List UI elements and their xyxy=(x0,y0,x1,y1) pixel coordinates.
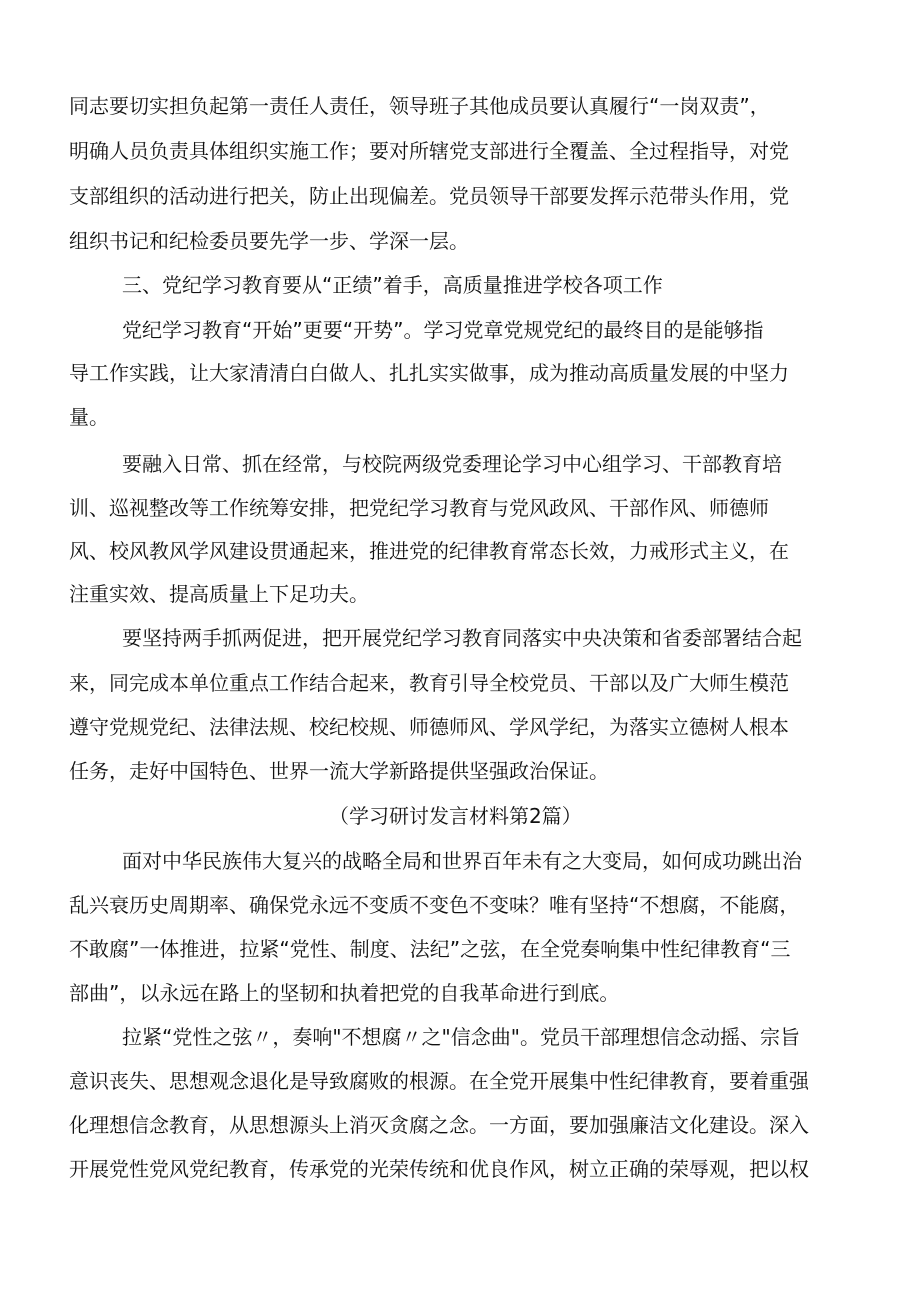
paragraph-4-line-2: 来，同完成本单位重点工作结合起来，教育引导全校党员、干部以及广大师生模范 xyxy=(69,671,789,695)
paragraph-1-line-1: 同志要切实担负起第一责任人责任，领导班子其他成员要认真履行“一岗双责”， xyxy=(69,94,770,118)
paragraph-1-line-3: 支部组织的活动进行把关，防止出现偏差。党员领导干部要发挥示范带头作用，党 xyxy=(69,184,789,208)
paragraph-4-line-1: 要坚持两手抓两促进，把开展党纪学习教育同落实中央决策和省委部署结合起 xyxy=(122,626,802,650)
paragraph-3-line-2: 训、巡视整改等工作统筹安排，把党纪学习教育与党风政风、干部作风、师德师 xyxy=(69,496,769,520)
section-title: （学习研讨发言材料第2篇） xyxy=(329,804,582,828)
paragraph-4-line-4: 任务，走好中国特色、世界一流大学新路提供坚强政治保证。 xyxy=(69,759,609,783)
paragraph-3-line-3: 风、校风教风学风建设贯通起来，推进党的纪律教育常态长效，力戒形式主义，在 xyxy=(69,539,789,563)
paragraph-3-line-4: 注重实效、提高质量上下足功夫。 xyxy=(69,582,369,606)
paragraph-1-line-4: 组织书记和纪检委员要先学一步、学深一层。 xyxy=(69,229,469,253)
paragraph-3-line-1: 要融入日常、抓在经常，与校院两级党委理论学习中心组学习、干部教育培 xyxy=(122,452,782,476)
paragraph-6-line-2: 意识丧失、思想观念退化是导致腐败的根源。在全党开展集中性纪律教育，要着重强 xyxy=(69,1069,809,1093)
paragraph-2-line-3: 量。 xyxy=(69,405,109,429)
paragraph-4-line-3: 遵守党规党纪、法律法规、校纪校规、师德师风、学风学纪，为落实立德树人根本 xyxy=(69,715,789,739)
paragraph-6-line-4: 开展党性党风党纪教育，传承党的光荣传统和优良作风，树立正确的荣辱观，把以权 xyxy=(69,1157,809,1181)
paragraph-2-line-2: 导工作实践，让大家清清白白做人、扎扎实实做事，成为推动高质量发展的中坚力 xyxy=(69,361,789,385)
paragraph-6-line-1: 拉紧“党性之弦〃，奏响"不想腐〃之"信念曲"。党员干部理想信念动摇、宗旨 xyxy=(122,1025,800,1049)
paragraph-6-line-3: 化理想信念教育，从思想源头上消灭贪腐之念。一方面，要加强廉洁文化建设。深入 xyxy=(69,1113,809,1137)
section-heading-3: 三、党纪学习教育要从“正绩”着手，高质量推进学校各项工作 xyxy=(122,273,663,297)
paragraph-2-line-1: 党纪学习教育“开始”更要“开势”。学习党章党规党纪的最终目的是能够指 xyxy=(122,318,764,342)
paragraph-5-line-2: 乱兴衰历史周期率、确保党永远不变质不变色不变味？唯有坚持“不想腐，不能腐， xyxy=(69,893,800,917)
paragraph-5-line-1: 面对中华民族伟大复兴的战略全局和世界百年未有之大变局，如何成功跳出治 xyxy=(122,849,802,873)
paragraph-1-line-2: 明确人员负责具体组织实施工作；要对所辖党支部进行全覆盖、全过程指导，对党 xyxy=(69,139,789,163)
paragraph-5-line-4: 部曲”，以永远在路上的坚韧和执着把党的自我革命进行到底。 xyxy=(69,981,620,1005)
paragraph-5-line-3: 不敢腐”一体推进，拉紧“党性、制度、法纪”之弦，在全党奏响集中性纪律教育“三 xyxy=(69,937,791,961)
